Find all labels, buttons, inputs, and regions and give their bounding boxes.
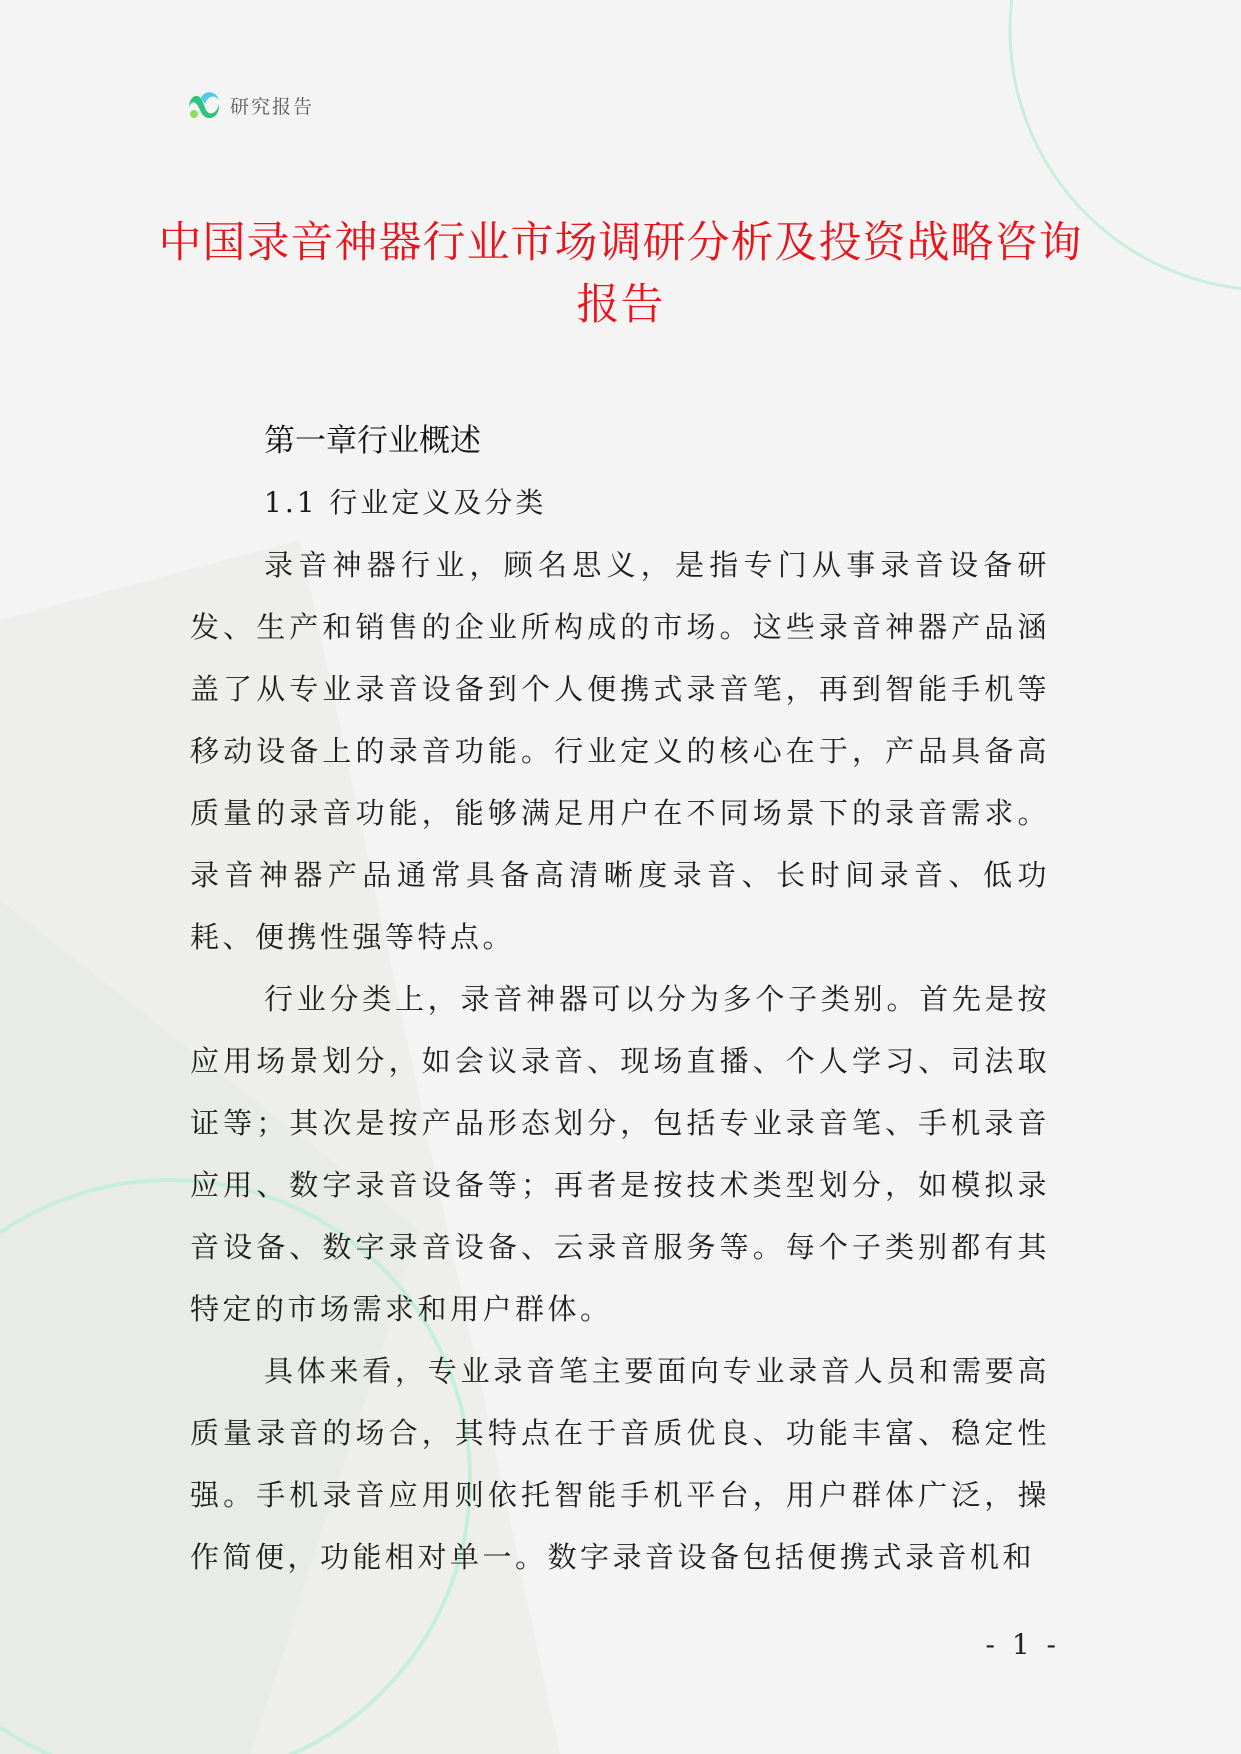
report-title: 中国录音神器行业市场调研分析及投资战略咨询报告 bbox=[158, 218, 1083, 330]
section-heading: 1.1 行业定义及分类 bbox=[264, 486, 547, 519]
page-number: - 1 - bbox=[985, 1628, 1060, 1661]
chapter-heading: 第一章行业概述 bbox=[264, 423, 481, 459]
header-label: 研究报告 bbox=[230, 95, 315, 118]
report-logo-icon bbox=[186, 88, 222, 122]
report-header bbox=[186, 88, 314, 122]
paragraph: 行业分类上，录音神器可以分为多个子类别。首先是按应用场景划分，如会议录音、现场直播、个人学习、司法取证等；其次是按产品形态划分，包括专业录音笔、手机录音应用、数字录音设备等；再者是按技术类型划分，如模拟录音设备、数字录音设备、云录音服务等。每个子类别都有其特定的市场需求和用户群体。 bbox=[190, 982, 1050, 1326]
body-text bbox=[190, 534, 1050, 1588]
paragraph: 具体来看，专业录音笔主要面向专业录音人员和需要高质量录音的场合，其特点在于音质优良、功能丰富、稳定性强。手机录音应用则依托智能手机平台，用户群体广泛，操作简便，功能相对单一。数字录音设备包括便携式录音机和 bbox=[190, 1354, 1050, 1574]
paragraph: 录音神器行业，顾名思义，是指专门从事录音设备研发、生产和销售的企业所构成的市场。这些录音神器产品涵盖了从专业录音设备到个人便携式录音笔，再到智能手机等移动设备上的录音功能。行业定义的核心在于，产品具备高质量的录音功能，能够满足用户在不同场景下的录音需求。录音神器产品通常具备高清晰度录音、长时间录音、低功耗、便携性强等特点。 bbox=[190, 548, 1050, 954]
